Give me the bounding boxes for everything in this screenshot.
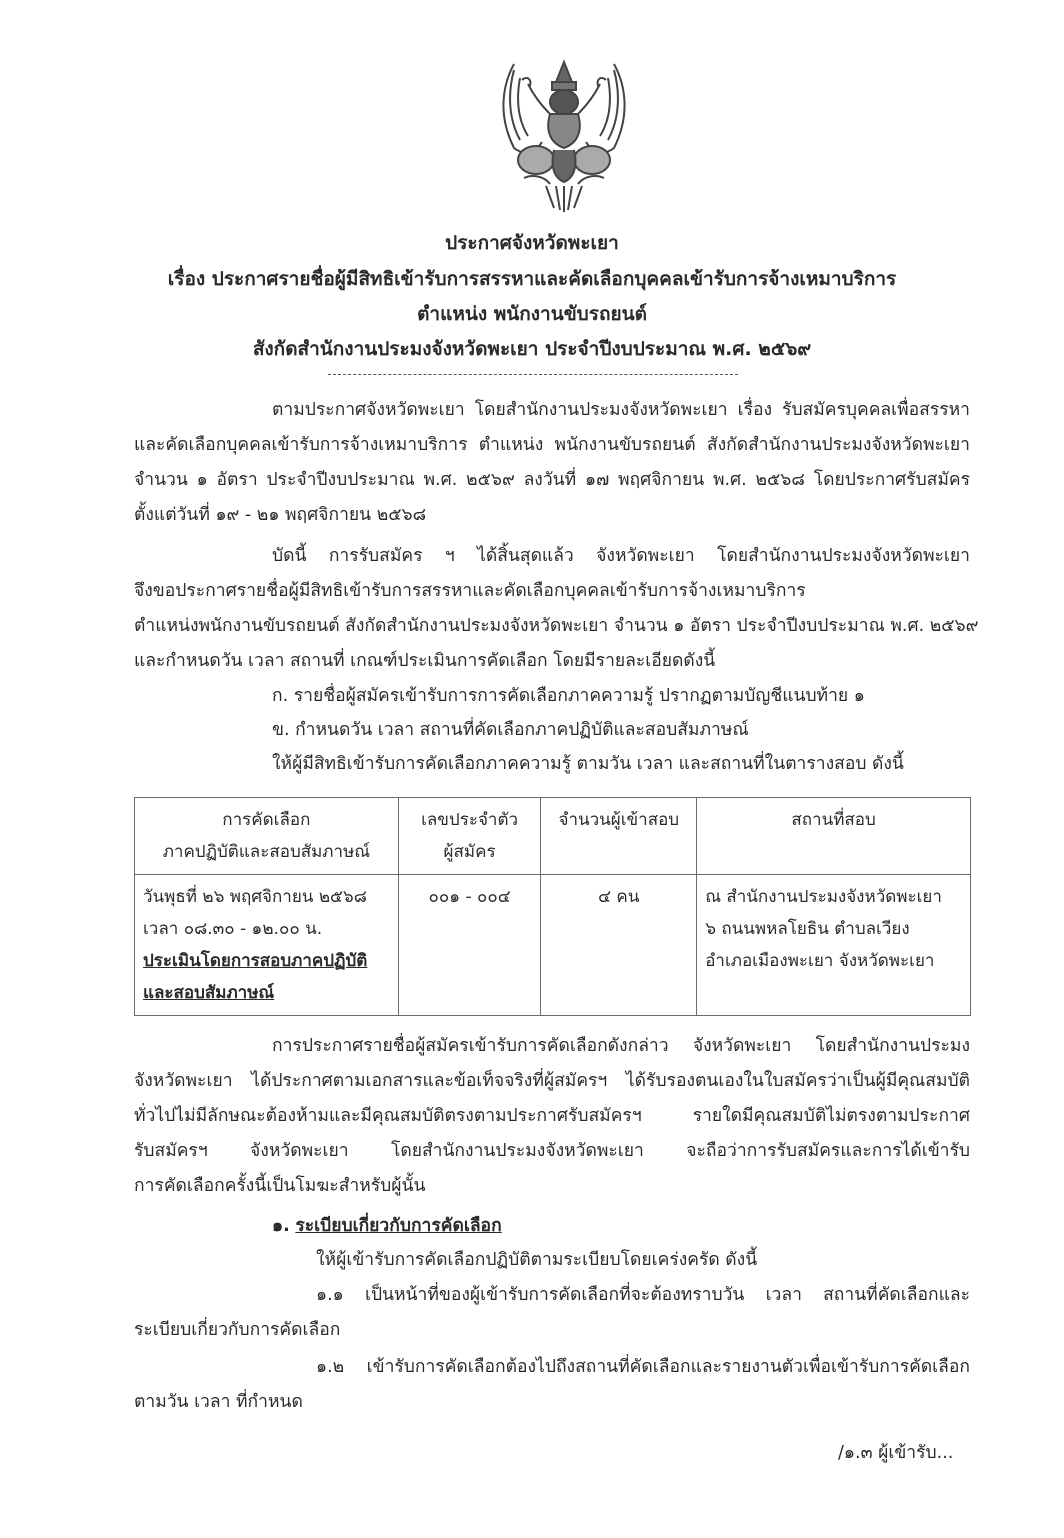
table-intro: ให้ผู้มีสิทธิเข้ารับการคัดเลือกภาคความรู้ ตามวัน เวลา และสถานที่ในตารางสอบ ดังนี้ — [272, 754, 904, 774]
paragraph-1-line: จำนวน ๑ อัตรา ประจำปีงบประมาณ พ.ศ. ๒๕๖๙ ลงวันที่ ๑๗ พฤศจิกายน พ.ศ. ๒๕๖๘ โดยประกาศรับสมัคร — [134, 470, 970, 490]
paragraph-3-line: การคัดเลือกครั้งนี้เป็นโมฆะสำหรับผู้นั้น — [134, 1176, 426, 1196]
paragraph-2-line: บัดนี้ การรับสมัคร ฯ ได้สิ้นสุดแล้ว จังหวัดพะเยา โดยสำนักงานประมงจังหวัดพะเยา — [272, 546, 970, 566]
paragraph-3-line: การประกาศรายชื่อผู้สมัครเข้ารับการคัดเลือกดังกล่าว จังหวัดพะเยา โดยสำนักงานประมง — [272, 1036, 970, 1056]
section-1-intro: ให้ผู้เข้ารับการคัดเลือกปฏิบัติตามระเบียบโดยเคร่งครัด ดังนี้ — [316, 1250, 758, 1270]
document-subject: เรื่อง ประกาศรายชื่อผู้มีสิทธิเข้ารับการสรรหาและคัดเลือกบุคคลเข้ารับการจ้างเหมาบริการ — [167, 268, 897, 290]
section-1-title: ระเบียบเกี่ยวกับการคัดเลือก — [295, 1216, 502, 1236]
cell-applicant-ids: ๐๐๑ - ๐๐๔ — [398, 875, 541, 1016]
table-header-row — [135, 798, 971, 875]
table-row — [135, 875, 971, 1016]
item-1-2-line: ตามวัน เวลา ที่กำหนด — [134, 1392, 303, 1412]
item-kho: ข. กำหนดวัน เวลา สถานที่คัดเลือกภาคปฏิบัติและสอบสัมภาษณ์ — [272, 720, 749, 740]
document-position: ตำแหน่ง พนักงานขับรถยนต์ — [417, 303, 647, 325]
paragraph-2-line: และกำหนดวัน เวลา สถานที่ เกณฑ์ประเมินการคัดเลือก โดยมีรายละเอียดดังนี้ — [134, 651, 716, 671]
paragraph-3-line: ทั่วไปไม่มีลักษณะต้องห้ามและมีคุณสมบัติตรงตามประกาศรับสมัครฯ รายใดมีคุณสมบัติไม่ตรงตามประกาศ — [134, 1106, 970, 1126]
paragraph-1-line: ตั้งแต่วันที่ ๑๙ - ๒๑ พฤศจิกายน ๒๕๖๘ — [134, 505, 427, 525]
header-applicant-id: เลขประจำตัว ผู้สมัคร — [398, 798, 541, 875]
paragraph-2-line: จึงขอประกาศรายชื่อผู้มีสิทธิเข้ารับการสรรหาและคัดเลือกบุคคลเข้ารับการจ้างเหมาบริการ — [134, 581, 806, 601]
cell-count: ๔ คน — [541, 875, 697, 1016]
paragraph-1-line: และคัดเลือกบุคคลเข้ารับการจ้างเหมาบริการ ตำแหน่ง พนักงานขับรถยนต์ สังกัดสำนักงานประมงจังหวัดพะเยา — [134, 435, 970, 455]
item-1-1-line: ๑.๑ เป็นหน้าที่ของผู้เข้ารับการคัดเลือกที่จะต้องทราบวัน เวลา สถานที่คัดเลือกและ — [316, 1285, 970, 1305]
exam-schedule-table — [134, 797, 971, 1016]
header-selection: การคัดเลือก ภาคปฏิบัติและสอบสัมภาษณ์ — [135, 798, 399, 875]
paragraph-2-line: ตำแหน่งพนักงานขับรถยนต์ สังกัดสำนักงานประมงจังหวัดพะเยา จำนวน ๑ อัตรา ประจำปีงบประมาณ พ.ศ. ๒๕๖๙ — [134, 616, 979, 636]
paragraph-1-line: ตามประกาศจังหวัดพะเยา โดยสำนักงานประมงจังหวัดพะเยา เรื่อง รับสมัครบุคคลเพื่อสรรหา — [272, 400, 970, 420]
document-title: ประกาศจังหวัดพะเยา — [445, 232, 619, 254]
section-1-heading — [272, 1214, 502, 1238]
continuation-marker: /๑.๓ ผู้เข้ารับ... — [838, 1443, 954, 1463]
paragraph-3-line: จังหวัดพะเยา ได้ประกาศตามเอกสารและข้อเท็จจริงที่ผู้สมัครฯ ได้รับรองตนเองในใบสมัครว่าเป็นผู้มีคุณสมบัติ — [134, 1071, 970, 1091]
header-divider — [328, 374, 738, 375]
header-location: สถานที่สอบ — [697, 798, 971, 875]
document-affiliation: สังกัดสำนักงานประมงจังหวัดพะเยา ประจำปีงบประมาณ พ.ศ. ๒๕๖๙ — [252, 338, 812, 360]
cell-schedule: วันพุธที่ ๒๖ พฤศจิกายน ๒๕๖๘ เวลา ๐๘.๓๐ - ๑๒.๐๐ น. ประเมินโดยการสอบภาคปฏิบัติ และสอบสัมภาษณ์ — [135, 875, 399, 1016]
item-ko: ก. รายชื่อผู้สมัครเข้ารับการการคัดเลือกภาคความรู้ ปรากฏตามบัญชีแนบท้าย ๑ — [272, 686, 865, 706]
section-1-number: ๑. — [272, 1216, 290, 1236]
garuda-emblem-icon — [484, 56, 644, 216]
item-1-2-line: ๑.๒ เข้ารับการคัดเลือกต้องไปถึงสถานที่คัดเลือกและรายงานตัวเพื่อเข้ารับการคัดเลือก — [316, 1357, 970, 1377]
item-1-1-line: ระเบียบเกี่ยวกับการคัดเลือก — [134, 1320, 341, 1340]
paragraph-3-line: รับสมัครฯ จังหวัดพะเยา โดยสำนักงานประมงจังหวัดพะเยา จะถือว่าการรับสมัครและการได้เข้ารับ — [134, 1141, 970, 1161]
cell-location: ณ สำนักงานประมงจังหวัดพะเยา ๖ ถนนพหลโยธิน ตำบลเวียง อำเภอเมืองพะเยา จังหวัดพะเยา — [697, 875, 971, 1016]
header-count: จำนวนผู้เข้าสอบ — [541, 798, 697, 875]
